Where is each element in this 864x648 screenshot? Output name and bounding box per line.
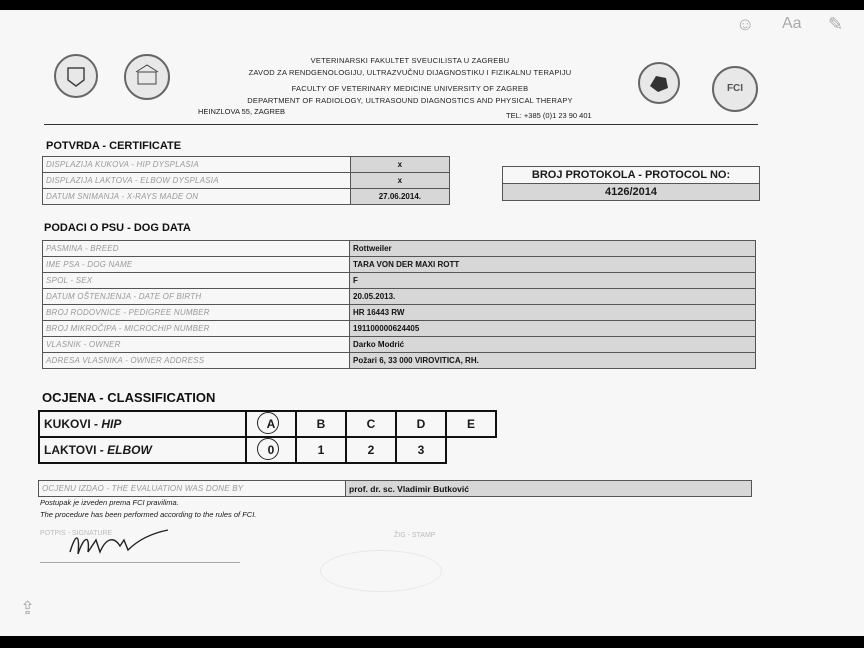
protocol-box: [502, 166, 760, 201]
table-row: [43, 273, 756, 289]
protocol-label: BROJ PROTOKOLA - PROTOCOL NO:: [503, 167, 759, 184]
elbow-grade-2: 2: [346, 437, 396, 463]
table-row: [39, 481, 752, 497]
table-row: [43, 321, 756, 337]
stamp-area: [320, 550, 442, 592]
microchip-label: BROJ MIKROČIPA - MICROCHIP NUMBER: [43, 321, 350, 337]
hip-grade-e: E: [446, 411, 496, 437]
elbow-grade-0: 0: [246, 437, 296, 463]
hip-dysplasia-value: x: [350, 157, 449, 173]
owner-address-label: ADRESA VLASNIKA - OWNER ADDRESS: [43, 353, 350, 369]
building-icon: [126, 56, 168, 98]
document-viewer[interactable]: [0, 10, 864, 636]
table-row: [43, 337, 756, 353]
elbow-grade-1: 1: [296, 437, 346, 463]
hip-grade-d: D: [396, 411, 446, 437]
certificate-document: [0, 10, 864, 636]
sex-label: SPOL - SEX: [43, 273, 350, 289]
header-line-2: ZAVOD ZA RENDGENOLOGIJU, ULTRAZVUČNU DIJAGNOSTIKU I FIZIKALNU TERAPIJU: [248, 68, 572, 77]
header-rule: [44, 124, 758, 125]
hip-dysplasia-label: DISPLAZIJA KUKOVA - HIP DYSPLASIA: [43, 157, 351, 173]
emoji-button[interactable]: [736, 14, 754, 35]
elbow-dysplasia-value: x: [350, 173, 449, 189]
microchip-value: 191100000624405: [350, 321, 756, 337]
hip-label-hr: KUKOVI -: [44, 417, 102, 431]
header-line-4: DEPARTMENT OF RADIOLOGY, ULTRASOUND DIAGNOSTICS AND PHYSICAL THERAPY: [247, 96, 573, 105]
hip-label-en: HIP: [101, 417, 122, 431]
elbow-label-en: ELBOW: [107, 443, 152, 457]
fci-note-hr: Postupak je izveden prema FCI pravilima.: [40, 498, 179, 507]
table-row: [43, 189, 450, 205]
owner-value: Darko Modrić: [350, 337, 756, 353]
dog-name-value: TARA VON DER MAXI ROTT: [350, 257, 756, 273]
xray-date-value: 27.06.2014.: [350, 189, 449, 205]
breed-value: Rottweiler: [350, 241, 756, 257]
elbow-grade-3: 3: [396, 437, 446, 463]
dog-name-label: IME PSA - DOG NAME: [43, 257, 350, 273]
xray-date-label: DATUM SNIMANJA - X-RAYS MADE ON: [43, 189, 351, 205]
handwritten-signature: [64, 522, 174, 562]
signature-label: POTPIS - SIGNATURE: [40, 530, 113, 537]
signature-line: [40, 562, 240, 563]
elbow-dysplasia-label: DISPLAZIJA LAKTOVA - ELBOW DYSPLASIA: [43, 173, 351, 189]
university-logo: [124, 54, 170, 100]
table-row: [43, 257, 756, 273]
hip-grade-a: A: [246, 411, 296, 437]
owner-address-value: Požari 6, 33 000 VIROVITICA, RH.: [350, 353, 756, 369]
markup-icon: ✎: [828, 14, 844, 34]
dog-data-title: PODACI O PSU - DOG DATA: [44, 222, 191, 234]
sex-value: F: [350, 273, 756, 289]
evaluator-label: OCJENU IZDAO - THE EVALUATION WAS DONE BY: [39, 481, 346, 497]
header-address: HEINZLOVA 55, ZAGREB: [198, 107, 285, 116]
text-size-button[interactable]: [782, 15, 802, 33]
fci-note-en: The procedure has been performed according to the rules of FCI.: [40, 510, 257, 519]
table-row: [43, 173, 450, 189]
classification-title: OCJENA - CLASSIFICATION: [42, 390, 216, 405]
text-size-icon: Aa: [782, 15, 802, 32]
owner-label: VLASNIK - OWNER: [43, 337, 350, 353]
hip-label: [39, 411, 246, 437]
share-button[interactable]: [20, 598, 35, 619]
header-phone: TEL: +385 (0)1 23 90 401: [506, 111, 592, 120]
certificate-title: POTVRDA - CERTIFICATE: [46, 140, 182, 152]
markup-button[interactable]: [828, 14, 843, 35]
smiley-icon: ☺: [736, 14, 755, 34]
dog-data-table: [42, 240, 756, 369]
share-icon: ⇪: [20, 598, 36, 618]
header-line-1: VETERINARSKI FAKULTET SVEUCILISTA U ZAGREBU: [310, 56, 510, 65]
dog-emblem-icon: [640, 64, 678, 102]
table-row: [43, 353, 756, 369]
birth-date-label: DATUM OŠTENJENJA - DATE OF BIRTH: [43, 289, 350, 305]
elbow-label: [39, 437, 246, 463]
stamp-label: ŽIG - STAMP: [394, 532, 436, 539]
pedigree-value: HR 16443 RW: [350, 305, 756, 321]
elbow-label-hr: LAKTOVI -: [44, 443, 108, 457]
certificate-table: [42, 156, 450, 205]
protocol-number: 4126/2014: [503, 184, 759, 200]
faculty-logo: [54, 54, 98, 98]
veterinary-logo: [638, 62, 680, 104]
fci-logo: [712, 66, 758, 112]
elbow-selected-circle: [257, 438, 279, 460]
table-row: [43, 289, 756, 305]
table-row: [43, 157, 450, 173]
faculty-emblem-icon: [56, 56, 96, 96]
evaluator-value: prof. dr. sc. Vladimir Butković: [346, 481, 752, 497]
header-line-3: FACULTY OF VETERINARY MEDICINE UNIVERSITY OF ZAGREB: [291, 84, 529, 93]
breed-label: PASMINA - BREED: [43, 241, 350, 257]
fci-logo-text: FCI: [726, 83, 744, 94]
table-row: [43, 241, 756, 257]
birth-date-value: 20.05.2013.: [350, 289, 756, 305]
hip-selected-circle: [257, 412, 279, 434]
table-row: [43, 305, 756, 321]
hip-grade-b: B: [296, 411, 346, 437]
evaluation-table: [38, 480, 752, 497]
hip-grade-c: C: [346, 411, 396, 437]
pedigree-label: BROJ RODOVNICE - PEDIGREE NUMBER: [43, 305, 350, 321]
